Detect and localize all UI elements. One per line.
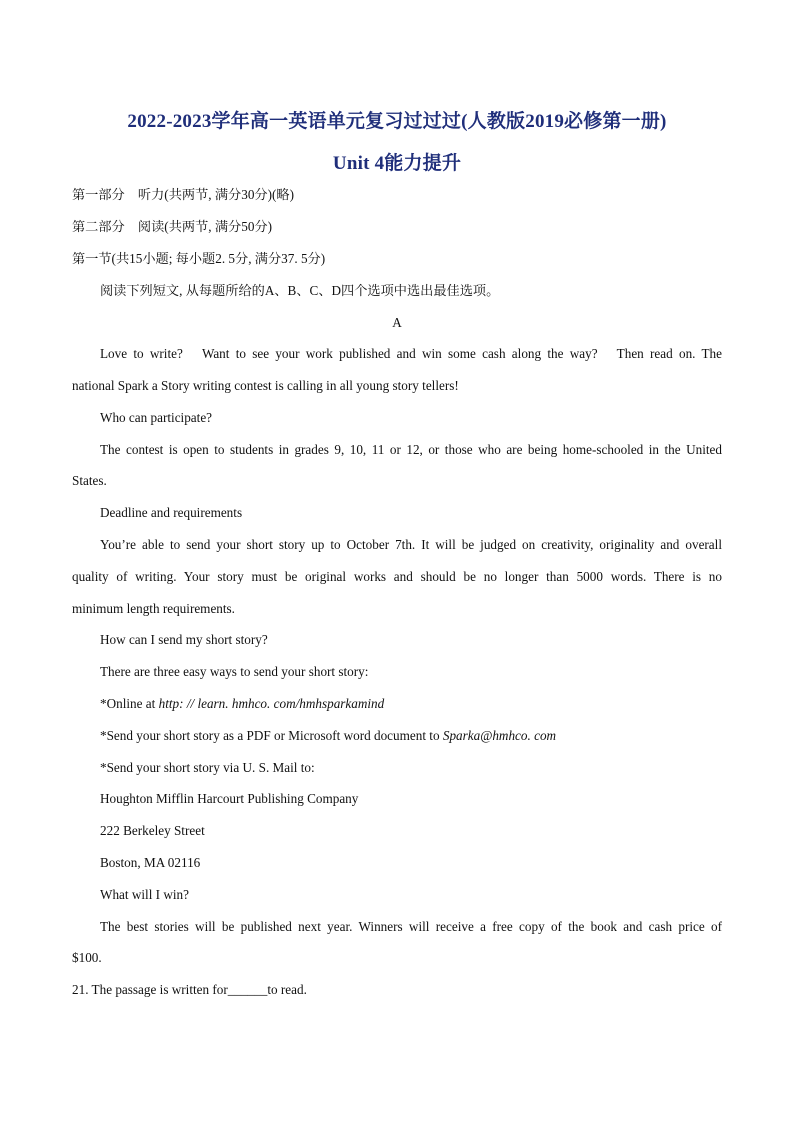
part2-heading: 第二部分 阅读(共两节, 满分50分) <box>72 219 273 234</box>
section1-heading: 第一节(共15小题; 每小题2. 5分, 满分37. 5分) <box>72 251 326 266</box>
deadline-line-2: quality of writing. Your story must be original works and should be no longer than 5000 words. There is no <box>72 569 722 584</box>
instruction-text: 阅读下列短文, 从每题所给的A、B、C、D四个选项中选出最佳选项。 <box>100 283 500 298</box>
intro-line-1: Love to write? Want to see your work published and win some cash along the way? Then read on. The <box>100 346 722 361</box>
question-deadline: Deadline and requirements <box>100 505 243 520</box>
email-prefix: *Send your short story as a PDF or Microsoft word document to <box>100 728 443 743</box>
online-url-link[interactable]: http: // learn. hmhco. com/hmhsparkamind <box>158 696 385 711</box>
mail-option: *Send your short story via U. S. Mail to: <box>100 760 315 775</box>
passage-label: A <box>392 315 402 330</box>
document-title: 2022-2023学年高一英语单元复习过过过(人教版2019必修第一册) <box>127 111 667 132</box>
document-subtitle: Unit 4能力提升 <box>332 153 462 174</box>
intro-line-2: national Spark a Story writing contest is calling in all young story tellers! <box>72 378 459 393</box>
deadline-line-3: minimum length requirements. <box>72 601 235 616</box>
deadline-line-1: You’re able to send your short story up to October 7th. It will be judged on creativity, originality and overall <box>100 537 722 552</box>
part1-heading: 第一部分 听力(共两节, 满分30分)(略) <box>72 187 294 202</box>
address-company: Houghton Mifflin Harcourt Publishing Company <box>100 791 359 806</box>
participate-line-1: The contest is open to students in grades 9, 10, 11 or 12, or those who are being home-schooled in the United <box>100 442 722 457</box>
question-participate: Who can participate? <box>100 410 213 425</box>
online-prefix: *Online at <box>100 696 159 711</box>
question-send: How can I send my short story? <box>100 632 268 647</box>
win-line-2: $100. <box>72 950 102 965</box>
question-21: 21. The passage is written for______to read. <box>72 982 307 997</box>
address-street: 222 Berkeley Street <box>100 823 205 838</box>
online-option <box>100 695 384 713</box>
participate-line-2: States. <box>72 473 107 488</box>
address-city: Boston, MA 02116 <box>100 855 201 870</box>
send-intro: There are three easy ways to send your short story: <box>100 664 369 679</box>
question-win: What will I win? <box>100 887 189 902</box>
win-line-1: The best stories will be published next year. Winners will receive a free copy of the book and cash price of <box>100 919 722 934</box>
email-option <box>100 727 556 745</box>
email-address-link[interactable]: Sparka@hmhco. com <box>442 728 557 743</box>
